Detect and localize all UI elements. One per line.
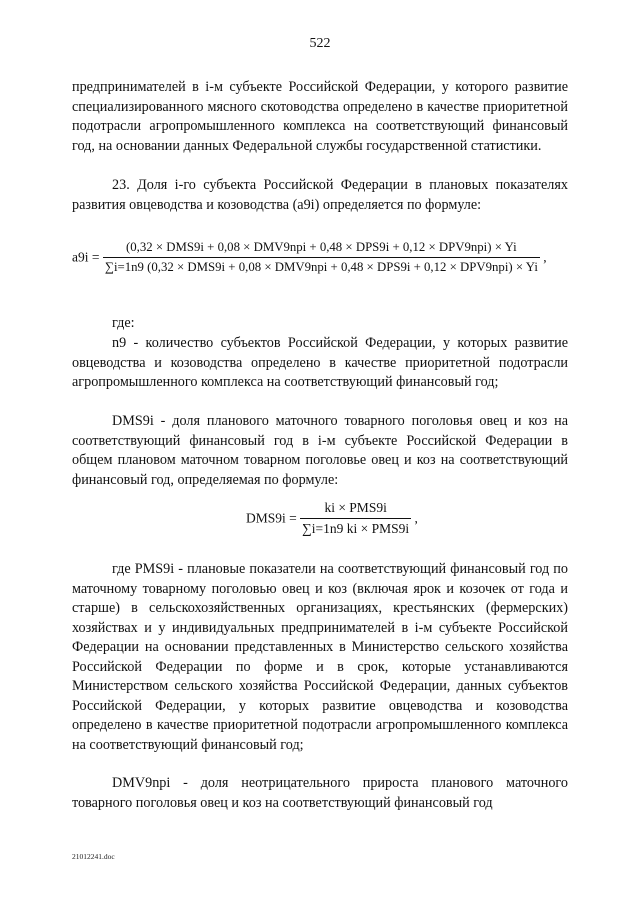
paragraph-dmv9npi: DMV9npi - доля неотрицательного прироста планового маточного товарного поголовья овец и коз на соответствующий финансовый год <box>72 775 568 811</box>
formula-a9i <box>72 240 547 275</box>
formula-dms9i <box>246 500 418 537</box>
paragraph-dms9i: DMS9i - доля планового маточного товарного поголовья овец и коз на соответствующий финансовый год в i-м субъекте Российской Федерации в общем плановом маточном товарном поголовье овец и коз на соответствующий финансовый год, определяемая по формуле: <box>72 413 568 488</box>
formula-a9i-denominator: ∑i=1n9 (0,32 × DMS9i + 0,08 × DMV9npi + 0,48 × DPS9i + 0,12 × DPV9npi) × Yi <box>104 260 538 274</box>
paragraph-23: 23. Доля i-го субъекта Российской Федерации в плановых показателях развития овцеводства и козоводства (a9i) определяется по формуле: <box>72 177 568 213</box>
formula-a9i-trailing: , <box>543 249 547 265</box>
formula-dms9i-numerator: ki × PMS9i <box>300 500 411 519</box>
formula-dms9i-lhs: DMS9i = <box>246 510 297 526</box>
footer-filename: 21012241.doc <box>72 852 115 861</box>
paragraph-pms9i: где PMS9i - плановые показатели на соответствующий финансовый год по маточному товарному поголовью овец и коз (включая ярок и козочек от года и старше) в сельскохозяйственных организациях, крестьянских (фермерских) хозяйствах и у индивидуальных предпринимателей в i-м субъекте Российской Федерации на основании представленных в Министерство сельского хозяйства Российской Федерации по форме и в срок, которые устанавливаются Министерством сельского хозяйства Российской Федерации, данных субъектов Российской Федерации, у которых развитие овцеводства и козоводства определено в качестве приоритетной подотрасли агропромышленного комплекса на соответствующий финансовый год; <box>72 561 568 753</box>
formula-a9i-lhs: a9i = <box>72 249 100 265</box>
page-number: 522 <box>309 36 331 51</box>
paragraph-n9: n9 - количество субъектов Российской Федерации, у которых развитие овцеводства и козоводства определено в качестве приоритетной подотрасли агропромышленного комплекса на соответствующий финансовый год; <box>72 335 568 390</box>
formula-dms9i-denominator: ∑i=1n9 ki × PMS9i <box>302 521 410 536</box>
formula-dms9i-trailing: , <box>414 510 418 526</box>
paragraph-1: предпринимателей в i-м субъекте Российской Федерации, у которого развитие специализированного мясного скотоводства определено в качестве приоритетной подотрасли агропромышленного комплекса на соответствующий финансовый год, на основании данных Федеральной службы государственной статистики. <box>72 79 568 154</box>
formula-a9i-numerator: (0,32 × DMS9i + 0,08 × DMV9npi + 0,48 × DPS9i + 0,12 × DPV9npi) × Yi <box>103 240 540 258</box>
where-label: где: <box>112 315 135 331</box>
